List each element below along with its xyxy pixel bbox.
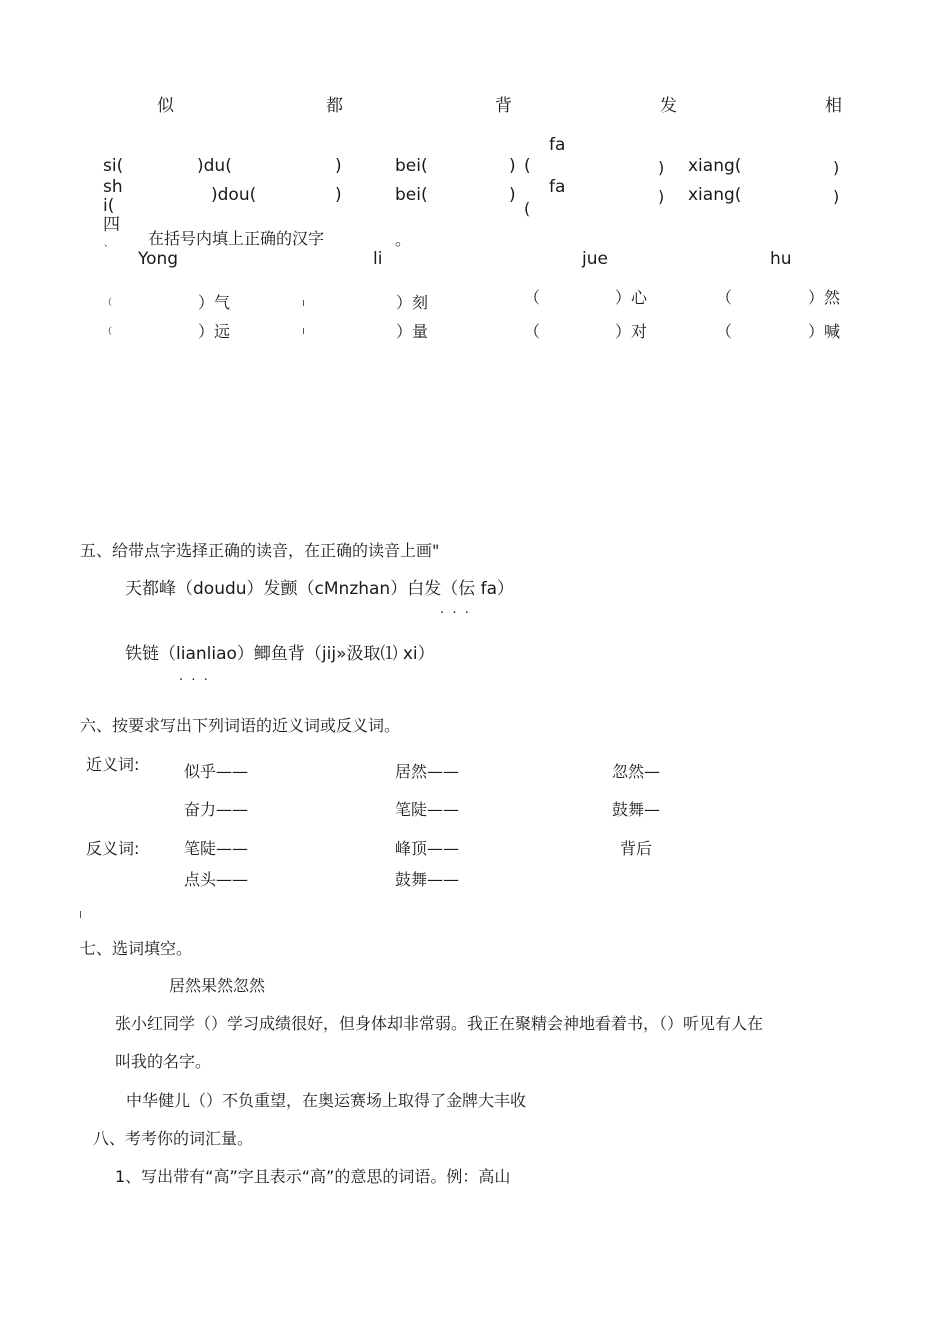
pinyin-bei: bei( xyxy=(395,156,428,176)
section-7-heading: 七、选词填空。 xyxy=(80,939,193,958)
pinyin-shi-part1: sh xyxy=(103,177,123,197)
paren-close: ) xyxy=(335,185,342,205)
fa-label-top: fa xyxy=(549,135,566,155)
antonym-item: 背后 xyxy=(620,839,653,858)
vocab-item-1: 1、写出带有“高”字且表示“高”的意思的词语。例：高山 xyxy=(115,1167,511,1186)
section-5-heading: 五、给带点字选择正确的读音，在正确的读音上画" xyxy=(80,541,440,560)
char-bei: 背 xyxy=(495,96,512,116)
paren-open: （ xyxy=(524,322,541,341)
emphasis-dots: · · · xyxy=(179,673,208,688)
margin-tick xyxy=(80,911,81,918)
paren-close: ) xyxy=(658,187,665,206)
fill-blank-xin: ）心 xyxy=(615,288,648,307)
paren-open: （ xyxy=(103,327,113,337)
paren-close: ) xyxy=(833,187,840,206)
paren-open: （ xyxy=(103,298,113,308)
char-si: 似 xyxy=(157,96,174,116)
antonym-item: 点头—— xyxy=(184,870,249,889)
char-fa: 发 xyxy=(660,96,677,116)
fill-blank-ran: ）然 xyxy=(808,288,841,307)
section-6-heading: 六、按要求写出下列词语的近义词或反义词。 xyxy=(80,716,401,735)
synonym-label: 近义词: xyxy=(86,755,140,774)
reading-line-1: 天都峰（doudu）发颤（cMnzhan）白发（伝 fa） xyxy=(125,579,515,599)
synonym-item: 鼓舞— xyxy=(612,800,661,819)
antonym-item: 笔陡—— xyxy=(184,839,249,858)
paren-open: （ xyxy=(524,288,541,307)
paren-open: （ xyxy=(716,322,733,341)
fill-blank-han: ）喊 xyxy=(808,322,841,341)
antonym-item: 鼓舞—— xyxy=(395,870,460,889)
paren-open: ( xyxy=(524,156,531,176)
synonym-item: 居然—— xyxy=(395,762,460,781)
fill-sentence-1-cont: 叫我的名字。 xyxy=(115,1052,212,1071)
pinyin-li: li xyxy=(373,249,383,269)
paren-open: ( xyxy=(524,199,531,218)
word-options: 居然果然忽然 xyxy=(169,976,266,995)
fill-blank-dui: ）对 xyxy=(615,322,648,341)
emphasis-dots: · · · xyxy=(440,606,469,621)
synonym-item: 笔陡—— xyxy=(395,800,460,819)
synonym-item: 奋力—— xyxy=(184,800,249,819)
section-number-dot: 、 xyxy=(104,239,114,249)
paren-close: ) xyxy=(335,156,342,176)
blank-tick xyxy=(303,328,304,334)
char-du: 都 xyxy=(326,96,343,116)
fill-blank-yuan: ）远 xyxy=(198,322,231,341)
pinyin-yong: Yong xyxy=(138,249,179,269)
pinyin-xiang: xiang( xyxy=(688,185,742,205)
pinyin-jue: jue xyxy=(582,249,608,269)
antonym-label: 反义词: xyxy=(86,839,140,858)
fill-blank-liang: ）量 xyxy=(396,322,429,341)
pinyin-si: si( xyxy=(103,156,124,176)
fill-blank-ke: ）刻 xyxy=(396,293,429,312)
paren-close: ) xyxy=(509,185,516,205)
section-number: 四 xyxy=(103,215,120,235)
synonym-item: 忽然— xyxy=(612,762,661,781)
section-heading-period: 。 xyxy=(395,230,412,249)
char-xiang: 相 xyxy=(825,96,842,116)
fill-sentence-2: 中华健儿（）不负重望，在奥运赛场上取得了金牌大丰收 xyxy=(126,1091,527,1110)
paren-close: ) xyxy=(509,156,516,176)
pinyin-hu: hu xyxy=(770,249,792,269)
pinyin-shi-part2: i( xyxy=(103,196,115,216)
synonym-item: 似乎—— xyxy=(184,762,249,781)
pinyin-bei: bei( xyxy=(395,185,428,205)
pinyin-du: )du( xyxy=(197,156,232,176)
section-8-heading: 八、考考你的词汇量。 xyxy=(93,1129,254,1148)
paren-close: ) xyxy=(658,158,665,177)
pinyin-xiang: xiang( xyxy=(688,156,742,176)
pinyin-dou: )dou( xyxy=(211,185,257,205)
section-heading: 在括号内填上正确的汉字 xyxy=(148,229,325,248)
antonym-item: 峰顶—— xyxy=(395,839,460,858)
blank-tick xyxy=(303,300,304,306)
fill-blank-qi: ）气 xyxy=(198,293,231,312)
fill-sentence-1: 张小红同学（）学习成绩很好，但身体却非常弱。我正在聚精会神地看着书，（）听见有人在 xyxy=(115,1014,764,1033)
paren-close: ) xyxy=(833,158,840,177)
fa-label-bottom: fa xyxy=(549,177,566,197)
reading-line-2: 铁链（lianliao）鲫鱼背（jij»汲取⑴ xi） xyxy=(125,644,435,664)
paren-open: （ xyxy=(716,288,733,307)
